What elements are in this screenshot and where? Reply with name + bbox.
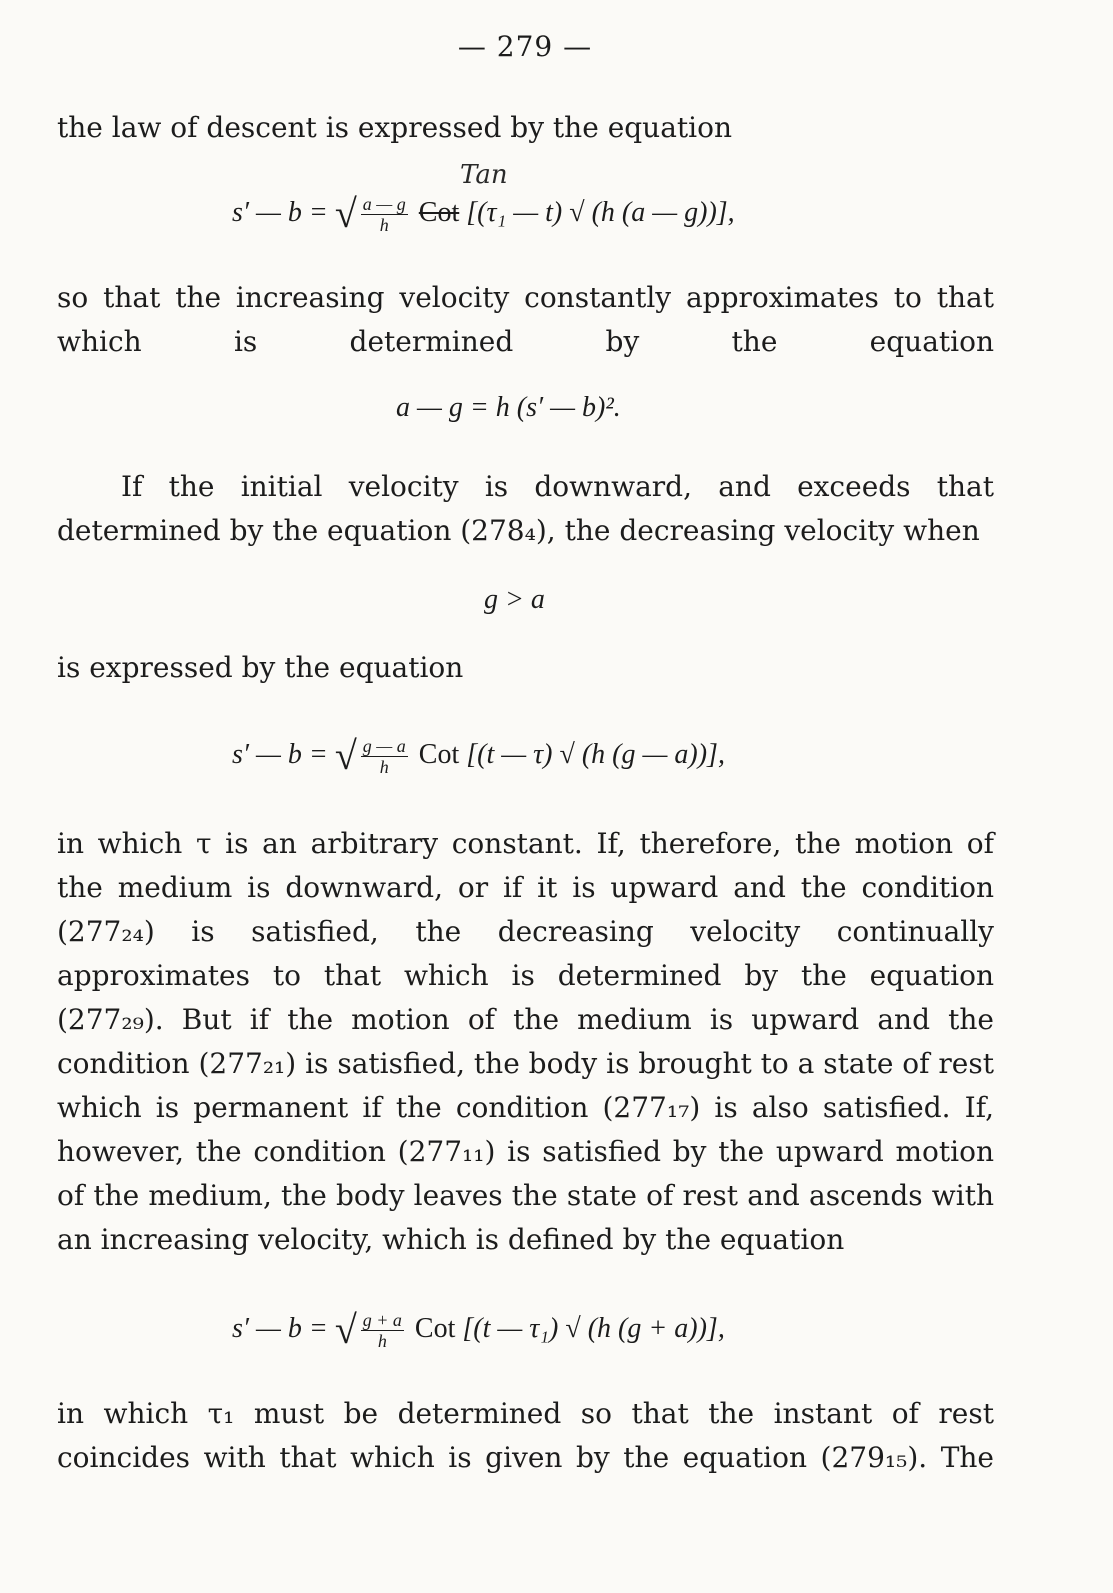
equation-fraction: $\frac{g — a}{h}$ bbox=[362, 736, 406, 778]
equation-lhs: s′ — b = bbox=[232, 197, 328, 228]
equation-function: Cot bbox=[414, 1313, 456, 1344]
equation-lhs: s′ — b = bbox=[232, 1313, 328, 1344]
paragraph-law-of-descent: the law of descent is expressed by the equation bbox=[57, 111, 733, 144]
equation-argument: [(t — τ₁) √ (h (g + a))], bbox=[462, 1313, 725, 1344]
equation-fraction: $\frac{a — g}{h}$ bbox=[362, 194, 406, 236]
equation-law-of-descent bbox=[232, 190, 735, 237]
square-root-symbol: √ bbox=[334, 1307, 357, 1352]
equation-inequality: g > a bbox=[484, 584, 545, 615]
equation-function: Cot bbox=[418, 197, 460, 228]
square-root-symbol: √ bbox=[334, 733, 357, 778]
paragraph-expressed: is expressed by the equation bbox=[57, 651, 464, 684]
equation-ascending-velocity bbox=[232, 1306, 725, 1353]
paragraph-increasing-velocity: so that the increasing velocity constantly approximates to that which is determined by the equation bbox=[57, 281, 994, 358]
handwritten-correction: Tan bbox=[460, 160, 508, 190]
equation-argument: [(t — τ) √ (h (g — a))], bbox=[466, 739, 725, 770]
paragraph-instant-of-rest: in which τ₁ must be determined so that the instant of rest coincides with that which is given by the equation (279₁₅). The bbox=[57, 1397, 994, 1474]
paragraph-initial-velocity: If the initial velocity is downward, and exceeds that determined by the equation (278₄), the decreasing velocity when bbox=[57, 470, 994, 547]
equation-decreasing-velocity bbox=[232, 732, 725, 779]
square-root-symbol: √ bbox=[334, 191, 357, 236]
equation-function: Cot bbox=[418, 739, 460, 770]
equation-limit-velocity: a — g = h (s′ — b)². bbox=[396, 392, 621, 423]
equation-argument: [(τ₁ — t) √ (h (a — g))], bbox=[466, 197, 735, 228]
page-number: — 279 — bbox=[457, 30, 593, 63]
equation-lhs: s′ — b = bbox=[232, 739, 328, 770]
paragraph-arbitrary-constant: in which τ is an arbitrary constant. If, therefore, the motion of the medium is downward, or if it is upward and the condition (277₂₄) is satisfied, the decreasing velocity continually approximates to that which is determined by the equation (277₂₉). But if the motion of the medium is upward and the condition (277₂₁) is satisfied, the body is brought to a state of rest which is permanent if the condition (277₁₇) is also satisfied. If, however, the condition (277₁₁) is satisfied by the upward motion of the medium, the body leaves the state of rest and ascends with an increasing velocity, which is defined by the equation bbox=[57, 827, 994, 1256]
equation-fraction: $\frac{g + a}{h}$ bbox=[362, 1310, 402, 1352]
